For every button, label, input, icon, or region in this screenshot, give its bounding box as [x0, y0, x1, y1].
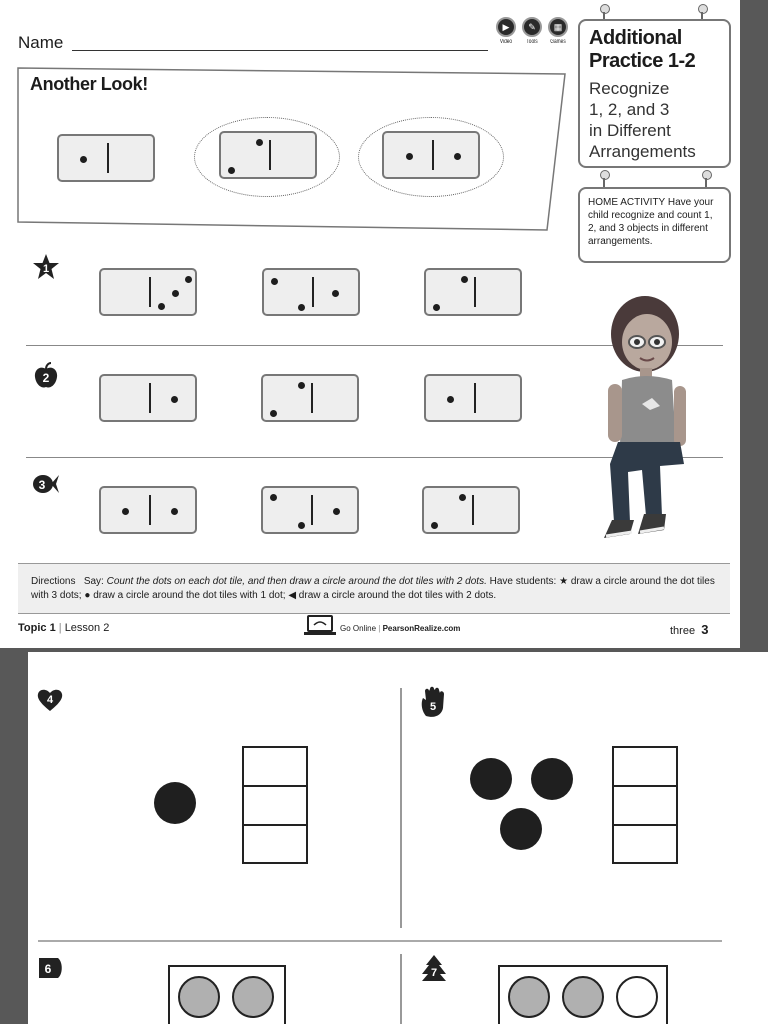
row-divider [38, 940, 722, 942]
dot-tile[interactable] [422, 486, 520, 534]
page-number: three 3 [670, 622, 709, 637]
apple-icon: ● [84, 590, 91, 601]
star-number-icon [32, 253, 60, 281]
resource-icons [494, 17, 570, 55]
directions-say: Say: [83, 576, 104, 587]
dot-tile[interactable] [262, 268, 360, 316]
svg-text:3: 3 [38, 478, 46, 492]
title-line-2: Practice 1-2 [589, 50, 696, 72]
svg-text:4: 4 [46, 694, 54, 706]
svg-text:5: 5 [429, 701, 437, 713]
name-line[interactable] [72, 50, 488, 51]
svg-text:1: 1 [42, 263, 50, 275]
dot-tile[interactable] [261, 374, 359, 422]
heart-number-icon [36, 686, 64, 714]
gray-counter [562, 976, 604, 1018]
another-look-title: Another Look! [30, 74, 148, 94]
go-online-link[interactable]: Go Online | PearsonRealize.com [340, 624, 461, 633]
svg-text:2: 2 [42, 371, 50, 385]
video-tool[interactable]: ▶ Video [494, 17, 518, 45]
counter-dot [154, 782, 196, 824]
svg-text:7: 7 [430, 967, 438, 979]
girl-character-illustration [600, 294, 700, 548]
dot-tile[interactable] [99, 486, 197, 534]
video-play-icon: ▶ [496, 17, 516, 37]
dot-tile[interactable] [99, 268, 197, 316]
column-divider [400, 688, 402, 928]
home-activity-label: HOME ACTIVITY [588, 197, 666, 208]
counter-dot [500, 808, 542, 850]
games-tool[interactable]: ▦ Games [546, 17, 570, 45]
tools-tool[interactable]: ✎ Tools [520, 17, 544, 45]
worksheet-page-2 [28, 652, 768, 1024]
footer-topic: Topic 1 | Lesson 2 [18, 622, 110, 634]
shell-number-icon [36, 954, 64, 982]
dot-tile[interactable] [261, 486, 359, 534]
games-grid-icon: ▦ [548, 17, 568, 37]
counter-dot [531, 758, 573, 800]
lesson-subtitle: Recognize 1, 2, and 3 in Different Arrangements [589, 79, 696, 161]
gray-counter [178, 976, 220, 1018]
dot-tile [57, 134, 155, 182]
home-activity-box [578, 187, 731, 263]
directions-box: Directions Say: Count the dots on each dot tile, and then draw a circle around the dot tiles with 2 dots. Have students: ★ draw a circle around the dot tiles with 3 dots; ● draw a circle around the dot tiles with 1 dot; ◀ draw a circle around the dot tiles with 2 dots. [18, 563, 730, 614]
apple-number-icon [32, 362, 60, 390]
fish-number-icon [32, 470, 60, 498]
column-divider [400, 954, 402, 1024]
three-frame[interactable] [612, 746, 678, 864]
hanger-icon [700, 170, 712, 188]
svg-text:6: 6 [44, 962, 52, 976]
wrench-icon: ✎ [522, 17, 542, 37]
dot-tile[interactable] [382, 131, 480, 179]
hanger-icon [598, 170, 610, 188]
name-label: Name [18, 33, 64, 52]
counter-frame[interactable] [498, 965, 668, 1024]
dot-tile[interactable] [219, 131, 317, 179]
gray-counter [232, 976, 274, 1018]
laptop-icon [304, 614, 336, 636]
dot-tile[interactable] [99, 374, 197, 422]
lesson-title-box [578, 19, 731, 168]
hand-number-icon [418, 686, 450, 720]
counter-frame[interactable] [168, 965, 286, 1024]
tree-number-icon [420, 954, 448, 984]
gray-counter [508, 976, 550, 1018]
dot-tile[interactable] [424, 374, 522, 422]
home-activity-text: Have your child recognize and count 1, 2, and 3 objects in different arrangements. [588, 197, 714, 247]
counter-dot [470, 758, 512, 800]
directions-italic: Count the dots on each dot tile, and then draw a circle around the dot tiles with 2 dots. [106, 576, 487, 587]
star-icon: ★ [559, 576, 569, 587]
empty-counter [616, 976, 658, 1018]
dot-tile[interactable] [424, 268, 522, 316]
directions-label: Directions [31, 576, 76, 587]
fish-icon: ◀ [288, 590, 297, 601]
title-line-1: Additional [589, 27, 682, 49]
three-frame[interactable] [242, 746, 308, 864]
